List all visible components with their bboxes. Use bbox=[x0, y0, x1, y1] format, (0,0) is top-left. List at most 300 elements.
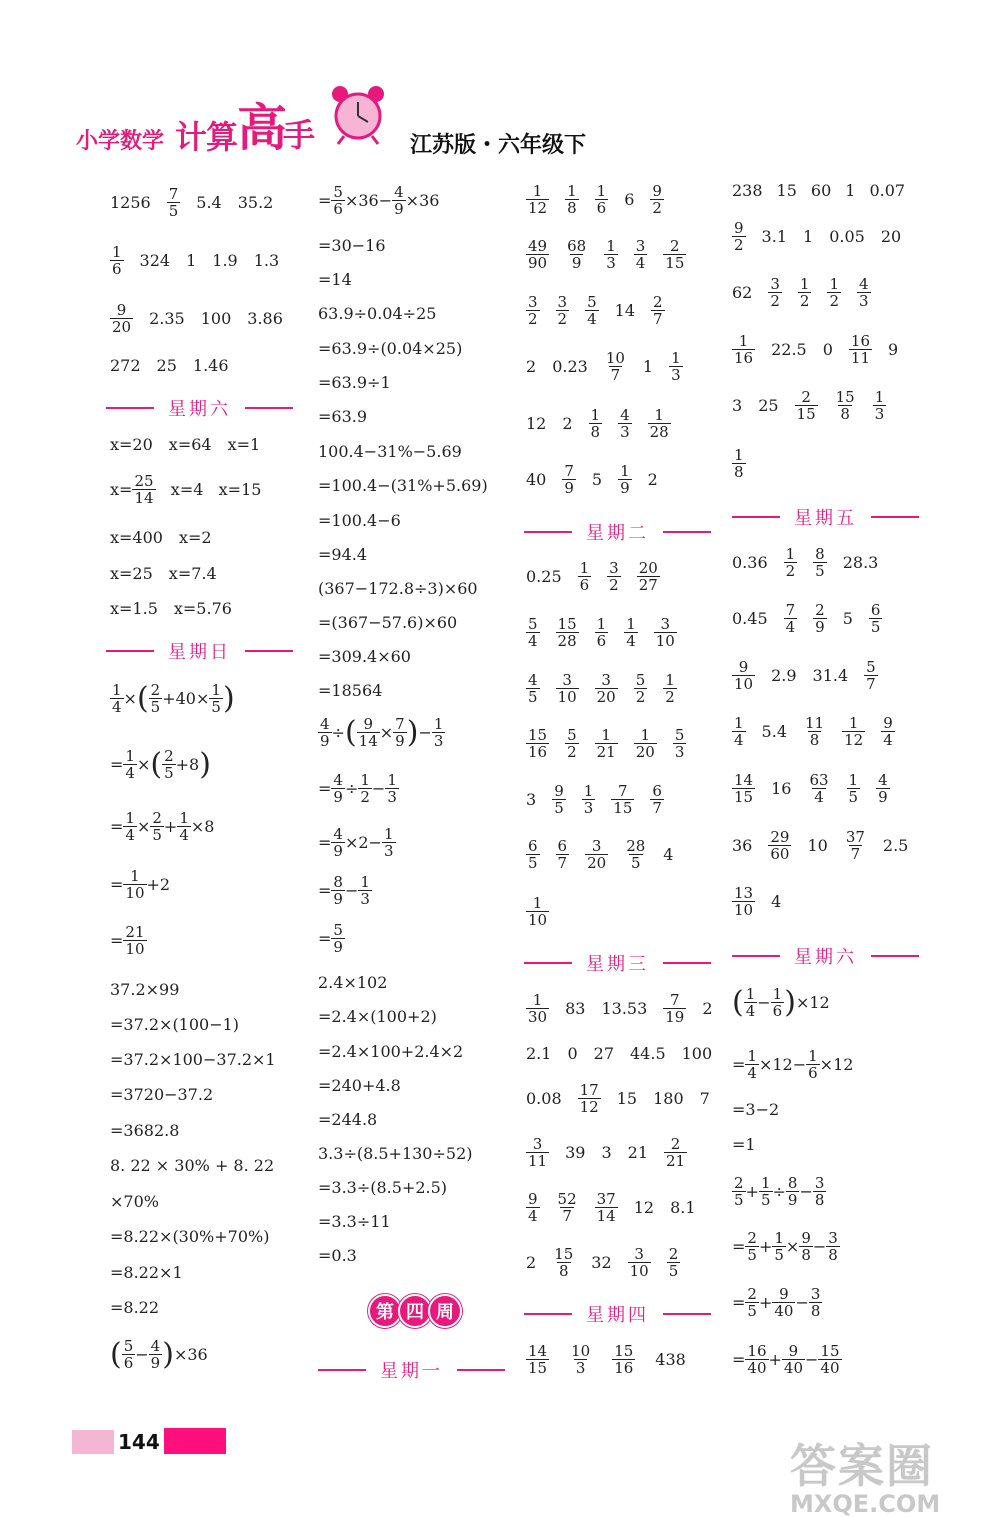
fraction: 3 2 bbox=[609, 559, 619, 594]
answer-text: × bbox=[136, 817, 151, 836]
answer-text: ×12 bbox=[795, 993, 830, 1012]
fraction: 4 3 bbox=[859, 275, 869, 310]
answer-text: − bbox=[344, 881, 359, 900]
fraction: 29 60 bbox=[770, 828, 790, 863]
answer-text: = bbox=[110, 931, 124, 950]
answer-text: + bbox=[163, 817, 178, 836]
fraction: 6 7 bbox=[652, 782, 662, 817]
answer-text: =63.9÷1 bbox=[318, 373, 391, 392]
answer-line bbox=[732, 659, 894, 692]
answer-text: =3.3÷11 bbox=[318, 1212, 391, 1231]
fraction: 14 15 bbox=[734, 771, 754, 806]
answer-line bbox=[318, 304, 452, 323]
answer-line bbox=[732, 715, 911, 748]
fraction: 52 7 bbox=[557, 1190, 577, 1225]
answer-text: 8.1 bbox=[670, 1198, 696, 1217]
answer-text: 44.5 bbox=[630, 1044, 666, 1063]
answer-text: = bbox=[318, 779, 332, 798]
fraction: 2 15 bbox=[665, 237, 685, 272]
fraction: 1 6 bbox=[596, 615, 607, 650]
fraction: 1 3 bbox=[874, 388, 885, 423]
fraction: $\frac{4}{9}$ bbox=[394, 183, 404, 218]
answer-line bbox=[110, 435, 276, 454]
answer-text: 1.9 bbox=[212, 251, 238, 270]
section-sunday: 星期日 bbox=[106, 638, 293, 664]
answer-line bbox=[318, 826, 396, 859]
fraction: $\frac{1}{4}$ bbox=[179, 809, 189, 844]
fraction: 10 3 bbox=[571, 1342, 591, 1377]
fraction: 1 2 bbox=[785, 545, 796, 580]
paren: ( bbox=[110, 1336, 122, 1372]
answer-text: 3 bbox=[732, 396, 743, 415]
answer-line bbox=[318, 1076, 417, 1095]
answer-line bbox=[732, 986, 830, 1019]
answer-text: 0 bbox=[567, 1044, 578, 1063]
book-icon bbox=[72, 1430, 114, 1454]
answer-text: − bbox=[135, 1345, 149, 1364]
answer-text: + bbox=[758, 1293, 773, 1312]
fraction: 68 9 bbox=[567, 237, 587, 272]
fraction: 3 2 bbox=[557, 293, 568, 328]
answer-line bbox=[732, 602, 898, 635]
answer-text: 0.23 bbox=[552, 357, 588, 376]
fraction: $\frac{2}{5}$ bbox=[152, 809, 162, 844]
answer-line bbox=[318, 442, 478, 461]
answer-text: x=400 bbox=[110, 528, 163, 547]
answer-line bbox=[526, 1191, 712, 1224]
fraction: 4 3 bbox=[620, 406, 630, 441]
answer-text: 2.5 bbox=[882, 836, 909, 855]
fraction: $\frac{1}{4}$ bbox=[112, 681, 122, 716]
answer-text: =8.22×(30%+70%) bbox=[110, 1227, 270, 1246]
paren: ) bbox=[406, 714, 419, 750]
answer-text: 0.36 bbox=[732, 553, 768, 572]
answer-line bbox=[110, 980, 195, 999]
answer-line bbox=[732, 829, 924, 862]
answer-text: =0.3 bbox=[318, 1246, 357, 1265]
fraction: 15 28 bbox=[557, 615, 577, 650]
fraction: 5 4 bbox=[528, 615, 538, 650]
footer-accent-bar bbox=[164, 1428, 226, 1454]
answer-text: =18564 bbox=[318, 681, 383, 700]
fraction: $\frac{3}{8}$ bbox=[810, 1285, 821, 1320]
answer-line bbox=[318, 476, 504, 495]
fraction: 7 5 bbox=[168, 185, 179, 220]
fraction: 2 5 bbox=[668, 1245, 679, 1280]
fraction: $\frac{1}{4}$ bbox=[125, 747, 135, 782]
answer-text: 3.1 bbox=[761, 227, 787, 246]
answer-text: =240+4.8 bbox=[318, 1076, 401, 1095]
answer-text: =2.4×(100+2) bbox=[318, 1007, 437, 1026]
answer-text: =100.4−6 bbox=[318, 511, 401, 530]
fraction: 3 10 bbox=[629, 1245, 649, 1280]
answer-line bbox=[318, 681, 398, 700]
fraction: $\frac{1}{4}$ bbox=[747, 1047, 757, 1082]
answer-line bbox=[526, 350, 699, 383]
answer-line bbox=[526, 672, 693, 705]
answer-line bbox=[318, 1144, 489, 1163]
fraction: 1 9 bbox=[620, 462, 630, 497]
fraction: $\frac{1}{3}$ bbox=[387, 771, 397, 806]
section-wednesday: 星期三 bbox=[524, 950, 711, 976]
answer-line bbox=[110, 748, 211, 781]
series-title-hand: 手 bbox=[283, 116, 316, 154]
fraction: 9 2 bbox=[734, 219, 744, 254]
fraction: 28 5 bbox=[626, 837, 646, 872]
answer-text: = bbox=[110, 875, 124, 894]
paren: ) bbox=[784, 984, 796, 1020]
answer-text: + bbox=[745, 1182, 759, 1201]
fraction: $\frac{1}{6}$ bbox=[772, 985, 783, 1020]
answer-line bbox=[732, 1175, 826, 1208]
answer-line bbox=[318, 1212, 407, 1231]
fraction: 9 2 bbox=[652, 182, 662, 217]
answer-line bbox=[318, 339, 478, 358]
fraction: 17 12 bbox=[579, 1081, 599, 1116]
answer-line bbox=[110, 924, 147, 957]
fraction: 3 20 bbox=[596, 671, 616, 706]
answer-text: × bbox=[379, 723, 394, 742]
answer-text: 22.5 bbox=[771, 340, 807, 359]
answer-text: 8. 22 × 30% + 8. 22 bbox=[110, 1156, 275, 1175]
answer-text: =100.4−(31%+5.69) bbox=[318, 476, 488, 495]
fraction: 2 5 bbox=[734, 1174, 744, 1209]
answer-line bbox=[318, 716, 445, 749]
fraction: $\frac{5}{9}$ bbox=[333, 921, 343, 956]
answer-line bbox=[110, 1192, 175, 1211]
answer-line bbox=[318, 373, 407, 392]
answer-text: 3.86 bbox=[247, 309, 283, 328]
answer-line bbox=[318, 1178, 463, 1197]
answer-text: 9 bbox=[888, 340, 899, 359]
fraction: 1 30 bbox=[528, 991, 548, 1026]
fraction: $\frac{1}{5}$ bbox=[211, 681, 221, 716]
week-badge-char: 周 bbox=[428, 1294, 462, 1328]
series-title-high: 高 bbox=[237, 99, 287, 157]
fraction: 7 15 bbox=[613, 782, 633, 817]
answer-text: + bbox=[758, 1237, 773, 1256]
answer-text: 2 bbox=[526, 357, 537, 376]
answer-text: 4 bbox=[663, 845, 674, 864]
fraction: 7 19 bbox=[665, 991, 685, 1026]
answer-text: 5 bbox=[591, 470, 603, 489]
fraction: $\frac{15}{40}$ bbox=[820, 1342, 840, 1377]
answer-text: =30−16 bbox=[318, 236, 386, 255]
section-friday: 星期五 bbox=[732, 504, 919, 530]
answer-text: =8.22 bbox=[110, 1298, 160, 1317]
answer-line bbox=[732, 1135, 772, 1154]
fraction: $\frac{9}{14}$ bbox=[358, 715, 378, 750]
answer-text: = bbox=[110, 817, 124, 836]
answer-line bbox=[732, 1343, 842, 1376]
answer-text: 1 bbox=[642, 357, 654, 376]
answer-text: 60 bbox=[810, 181, 832, 200]
answer-text: = bbox=[732, 1293, 746, 1312]
answer-line bbox=[110, 473, 261, 506]
answer-text: 36 bbox=[732, 836, 753, 855]
answer-text: =37.2×100−37.2×1 bbox=[110, 1050, 276, 1069]
fraction: 6 5 bbox=[528, 837, 538, 872]
answer-line bbox=[732, 1048, 853, 1081]
answer-text: 12 bbox=[633, 1198, 655, 1217]
answer-text: ×8 bbox=[190, 817, 215, 836]
answer-text: 2.4×102 bbox=[318, 973, 388, 992]
answer-line bbox=[318, 922, 345, 955]
answer-text: = bbox=[318, 191, 332, 210]
answer-text: x=1.5 bbox=[110, 599, 158, 618]
paren: ( bbox=[136, 680, 149, 716]
fraction: 3 10 bbox=[557, 671, 577, 706]
fraction: 13 10 bbox=[734, 884, 754, 919]
fraction: 1 8 bbox=[734, 446, 744, 481]
answer-line bbox=[110, 810, 214, 843]
fraction: $\frac{1}{3}$ bbox=[383, 825, 394, 860]
answer-text: =14 bbox=[318, 270, 352, 289]
answer-line bbox=[526, 616, 693, 649]
answer-text: x=20 bbox=[110, 435, 153, 454]
answer-line bbox=[318, 1110, 393, 1129]
series-title-compute: 计算 bbox=[175, 118, 238, 156]
paren: ( bbox=[344, 714, 357, 750]
answer-text: =37.2×(100−1) bbox=[110, 1015, 240, 1034]
fraction: $\frac{16}{40}$ bbox=[747, 1342, 767, 1377]
fraction: 16 11 bbox=[850, 332, 870, 367]
fraction: 5 6 bbox=[123, 1337, 134, 1372]
answer-text: =244.8 bbox=[318, 1110, 378, 1129]
fraction: 3 4 bbox=[635, 237, 646, 272]
answer-text: ÷ bbox=[344, 779, 359, 798]
fraction: 1 2 bbox=[665, 671, 675, 706]
answer-text: ×36 bbox=[173, 1345, 208, 1364]
fraction: $\frac{9}{40}$ bbox=[774, 1285, 794, 1320]
answer-text: 62 bbox=[732, 283, 753, 302]
answer-text: ×12− bbox=[758, 1055, 807, 1074]
answer-line bbox=[732, 333, 914, 366]
answer-text: 180 bbox=[653, 1089, 684, 1108]
fraction: 15 8 bbox=[835, 388, 855, 423]
fraction: $\frac{21}{10}$ bbox=[125, 923, 145, 958]
answer-line bbox=[110, 599, 248, 618]
fraction: $\frac{2}{5}$ bbox=[747, 1285, 757, 1320]
answer-line bbox=[526, 895, 565, 928]
answer-text: − bbox=[371, 779, 386, 798]
fraction: $\frac{1}{3}$ bbox=[360, 873, 370, 908]
answer-line bbox=[110, 1227, 285, 1246]
answer-text: × bbox=[785, 1237, 800, 1256]
answer-text: =3682.8 bbox=[110, 1121, 180, 1140]
fraction: 14 15 bbox=[528, 1342, 548, 1377]
answer-text: 1.46 bbox=[192, 356, 229, 375]
answer-text: 21 bbox=[627, 1143, 648, 1162]
answer-text: =63.9 bbox=[318, 407, 368, 426]
answer-text: 1 bbox=[186, 251, 197, 270]
answer-text: =2.4×100+2.4×2 bbox=[318, 1042, 464, 1061]
answer-text: 0.45 bbox=[732, 609, 768, 628]
fraction: 1 2 bbox=[799, 275, 810, 310]
answer-text: 2 bbox=[562, 414, 573, 433]
week-badge-char: 四 bbox=[398, 1294, 432, 1328]
fraction: $\frac{4}{9}$ bbox=[320, 715, 330, 750]
answer-text: 0.25 bbox=[526, 567, 562, 586]
fraction: $\frac{1}{5}$ bbox=[760, 1174, 771, 1209]
answer-text: 37.2×99 bbox=[110, 980, 180, 999]
fraction: 7 9 bbox=[564, 462, 574, 497]
series-title-small: 小学数学 bbox=[76, 129, 165, 154]
answer-text: 40 bbox=[526, 470, 547, 489]
fraction: $\frac{3}{8}$ bbox=[814, 1174, 825, 1209]
answer-line bbox=[318, 772, 399, 805]
answer-text: 3 bbox=[526, 790, 537, 809]
fraction: 15 16 bbox=[528, 726, 548, 761]
answer-line bbox=[110, 1050, 292, 1069]
answer-text: x=7.4 bbox=[168, 564, 217, 583]
fraction: 5 7 bbox=[866, 658, 876, 693]
answer-text: 272 bbox=[110, 356, 141, 375]
answer-text: 3 bbox=[601, 1143, 612, 1162]
answer-text: 20 bbox=[880, 227, 902, 246]
fraction: $\frac{8}{9}$ bbox=[787, 1174, 798, 1209]
answer-text: 27 bbox=[593, 1044, 614, 1063]
fraction: 1 4 bbox=[745, 985, 756, 1020]
answer-text: − bbox=[418, 723, 432, 742]
fraction: 1 10 bbox=[528, 894, 548, 929]
fraction: 2 7 bbox=[653, 293, 663, 328]
answer-text: x= bbox=[110, 480, 133, 499]
answer-line bbox=[526, 183, 680, 216]
fraction: 7 4 bbox=[785, 601, 796, 636]
answer-text: 10 bbox=[807, 836, 828, 855]
answer-line bbox=[110, 1085, 229, 1104]
fraction: 3 2 bbox=[770, 275, 780, 310]
answer-text: 4 bbox=[771, 892, 782, 911]
answer-text: − bbox=[805, 1350, 819, 1369]
paren: ) bbox=[222, 680, 235, 716]
answer-line bbox=[318, 1246, 373, 1265]
answer-text: − bbox=[812, 1237, 827, 1256]
fraction: 1 28 bbox=[649, 406, 669, 441]
fraction: 6 7 bbox=[557, 837, 568, 872]
answer-line bbox=[110, 682, 235, 715]
fraction: 3 2 bbox=[528, 293, 538, 328]
answer-text: 5.4 bbox=[761, 722, 787, 741]
answer-text: 25 bbox=[156, 356, 177, 375]
section-thursday: 星期四 bbox=[524, 1301, 711, 1327]
answer-line bbox=[110, 1298, 175, 1317]
fraction: 10 7 bbox=[605, 349, 625, 384]
fraction: 1 21 bbox=[596, 726, 616, 761]
fraction: 3 11 bbox=[528, 1135, 548, 1170]
answer-text: 14 bbox=[614, 301, 635, 320]
answer-text: x=2 bbox=[178, 528, 212, 547]
answer-text: 31.4 bbox=[812, 666, 849, 685]
answer-text: 1256 bbox=[110, 193, 151, 212]
fraction: $\frac{4}{9}$ bbox=[150, 1337, 161, 1372]
answer-text: ÷ bbox=[772, 1182, 786, 1201]
answer-text: =309.4×60 bbox=[318, 647, 411, 666]
answer-line bbox=[318, 511, 417, 530]
answer-text: 16 bbox=[771, 779, 792, 798]
fraction: 20 27 bbox=[638, 559, 658, 594]
paren: ) bbox=[199, 746, 211, 782]
fraction: 37 7 bbox=[845, 828, 865, 863]
fraction: $\frac{25}{14}$ bbox=[134, 472, 154, 507]
answer-text: 5.4 bbox=[196, 193, 222, 212]
fraction: $\frac{1}{2}$ bbox=[360, 771, 370, 806]
paren: ( bbox=[150, 746, 163, 782]
answer-line bbox=[526, 727, 702, 760]
fraction: 1 12 bbox=[528, 182, 548, 217]
fraction: 1 6 bbox=[579, 559, 590, 594]
fraction: $\frac{9}{8}$ bbox=[801, 1229, 811, 1264]
answer-text: =8.22×1 bbox=[110, 1263, 183, 1282]
fraction: 1 4 bbox=[626, 615, 636, 650]
answer-text: ×2− bbox=[344, 833, 382, 852]
fraction: 1 5 bbox=[848, 771, 859, 806]
fraction: 9 20 bbox=[112, 301, 132, 336]
answer-text: 0.05 bbox=[829, 227, 865, 246]
fraction: 9 4 bbox=[528, 1190, 538, 1225]
answer-line bbox=[526, 1044, 728, 1063]
answer-text: 13.53 bbox=[601, 999, 648, 1018]
answer-line bbox=[526, 1343, 706, 1376]
answer-text: 7 bbox=[699, 1089, 710, 1108]
edition-label: 江苏版・六年级下 bbox=[410, 133, 587, 158]
answer-line bbox=[318, 579, 494, 598]
answer-text: x=4 x=15 bbox=[155, 480, 262, 499]
answer-text: 15 bbox=[776, 181, 797, 200]
answer-line bbox=[318, 973, 403, 992]
fraction: $\frac{9}{40}$ bbox=[783, 1342, 803, 1377]
fraction: 4 5 bbox=[528, 671, 538, 706]
answer-text: 0.07 bbox=[869, 181, 906, 200]
answer-text: 28.3 bbox=[842, 553, 879, 572]
fraction: 6 5 bbox=[870, 601, 881, 636]
watermark: 答案圈 MXQE.COM bbox=[790, 1439, 941, 1518]
paren: ) bbox=[162, 1336, 174, 1372]
answer-line bbox=[318, 874, 372, 907]
answer-text: = bbox=[110, 755, 124, 774]
fraction: 1 12 bbox=[844, 714, 864, 749]
answer-text: 100 bbox=[200, 309, 232, 328]
paren: ( bbox=[732, 984, 744, 1020]
answer-text: 15 bbox=[616, 1089, 638, 1108]
answer-line bbox=[732, 220, 917, 253]
fraction: 2 5 bbox=[164, 747, 174, 782]
fraction: 9 5 bbox=[554, 782, 564, 817]
answer-line bbox=[732, 885, 797, 918]
answer-line bbox=[110, 528, 228, 547]
answer-text: 2.9 bbox=[771, 666, 797, 685]
answer-text: 100.4−31%−5.69 bbox=[318, 442, 462, 461]
answer-line bbox=[318, 545, 383, 564]
answer-line bbox=[318, 184, 439, 217]
answer-text: 0 bbox=[822, 340, 833, 359]
answer-text: 63.9÷0.04÷25 bbox=[318, 304, 437, 323]
answer-line bbox=[318, 1042, 479, 1061]
fraction: 5 2 bbox=[635, 671, 646, 706]
answer-line bbox=[732, 772, 906, 805]
fraction: $\frac{1}{10}$ bbox=[125, 867, 145, 902]
answer-text: =3−2 bbox=[732, 1100, 780, 1119]
answer-text: = bbox=[732, 1350, 746, 1369]
answer-text: − bbox=[757, 993, 771, 1012]
answer-text: × bbox=[136, 755, 151, 774]
fraction: $\frac{5}{6}$ bbox=[333, 183, 343, 218]
answer-text: 324 bbox=[139, 251, 171, 270]
fraction: 4 9 bbox=[878, 771, 888, 806]
section-saturday-1: 星期六 bbox=[106, 395, 293, 421]
fraction: 15 16 bbox=[614, 1342, 634, 1377]
